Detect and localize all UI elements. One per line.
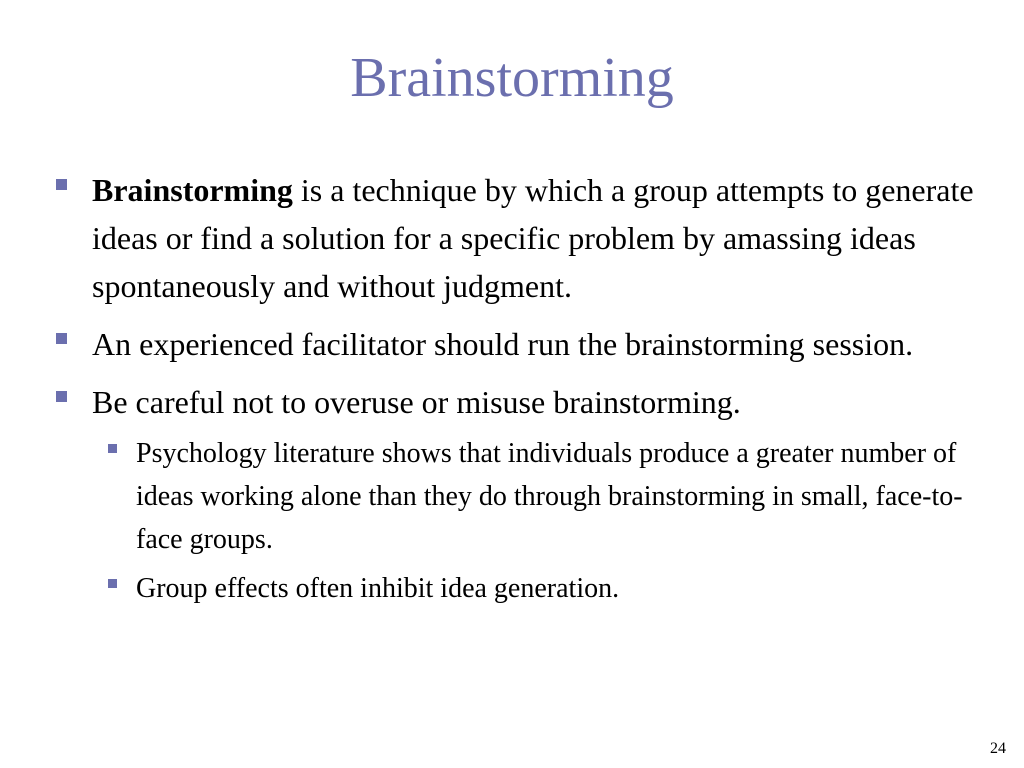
bullet-bold-term: Brainstorming [92, 172, 293, 208]
bullet-text: Be careful not to overuse or misuse brainstorming. [92, 384, 741, 420]
bullet-text: is a technique by which a group attempts to generate ideas or find a solution for a specific problem by amassing ideas spontaneously and without judgment. [92, 172, 974, 304]
bullet-item-caution [0, 378, 1024, 426]
square-bullet-icon [108, 579, 117, 588]
bullet-list [0, 166, 1024, 610]
square-bullet-icon [56, 179, 67, 190]
square-bullet-icon [108, 444, 117, 453]
bullet-item-definition [0, 166, 1024, 310]
bullet-item-facilitator [0, 320, 1024, 368]
slide-title: Brainstorming [350, 47, 674, 109]
square-bullet-icon [56, 391, 67, 402]
sub-bullet-item-group-effects [0, 567, 1024, 610]
sub-bullet-item-psychology [0, 432, 1024, 561]
sub-bullet-text: Psychology literature shows that individuals produce a greater number of ideas working alone than they do through brainstorming in small, face-to-face groups. [136, 438, 963, 555]
bullet-text: An experienced facilitator should run the brainstorming session. [92, 326, 914, 362]
page-number: 24 [990, 740, 1006, 757]
square-bullet-icon [56, 333, 67, 344]
sub-bullet-text: Group effects often inhibit idea generation. [136, 573, 620, 604]
